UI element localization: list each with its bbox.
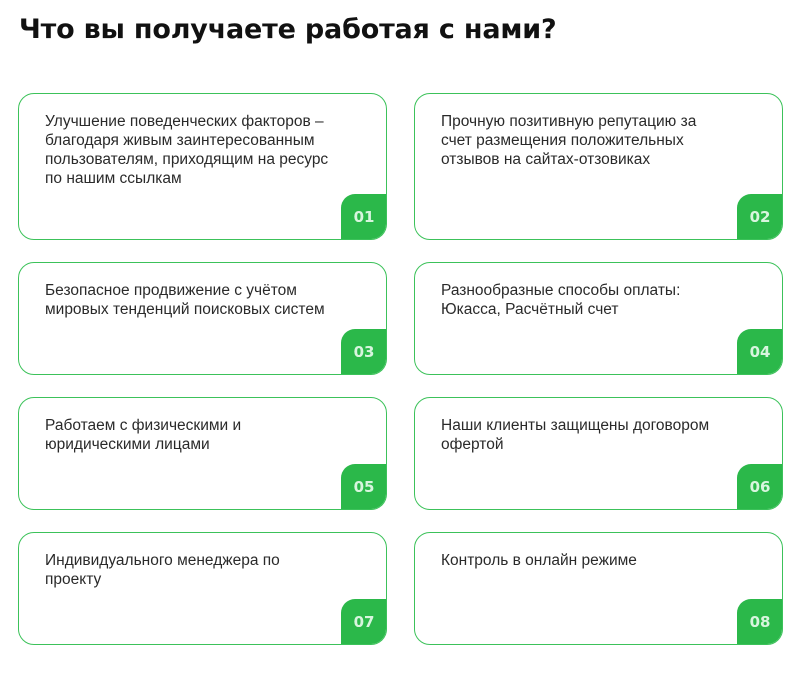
benefit-card [414, 397, 783, 510]
benefit-number-badge: 07 [341, 599, 387, 645]
benefit-number-badge: 05 [341, 464, 387, 510]
benefit-text: Работаем с физическими и юридическими лицами [45, 417, 242, 453]
benefit-number-badge: 01 [341, 194, 387, 240]
benefit-number-badge: 06 [737, 464, 783, 510]
benefit-text: Наши клиенты защищены договором офертой [441, 417, 710, 453]
benefit-card [414, 262, 783, 375]
page-title: Что вы получаете работая с нами? [19, 14, 557, 45]
benefits-grid [18, 93, 784, 645]
benefit-card [18, 397, 387, 510]
benefit-number-badge: 08 [737, 599, 783, 645]
benefit-text: Разнообразные способы оплаты: Юкасса, Расчётный счет [441, 282, 681, 318]
benefit-card [414, 93, 783, 240]
benefit-number-badge: 04 [737, 329, 783, 375]
benefit-text: Индивидуального менеджера по проекту [45, 552, 280, 588]
benefit-card [18, 532, 387, 645]
benefit-card [18, 262, 387, 375]
benefit-text: Улучшение поведенческих факторов – благодаря живым заинтересованным пользователям, приходящим на ресурс по нашим ссылкам [45, 113, 329, 187]
benefit-card [414, 532, 783, 645]
benefit-text: Контроль в онлайн режиме [441, 552, 637, 569]
benefit-text: Безопасное продвижение с учётом мировых тенденций поисковых систем [45, 282, 325, 318]
benefit-text: Прочную позитивную репутацию за счет размещения положительных отзывов на сайтах-отзовиках [441, 113, 697, 168]
benefit-card [18, 93, 387, 240]
benefit-number-badge: 02 [737, 194, 783, 240]
benefit-number-badge: 03 [341, 329, 387, 375]
